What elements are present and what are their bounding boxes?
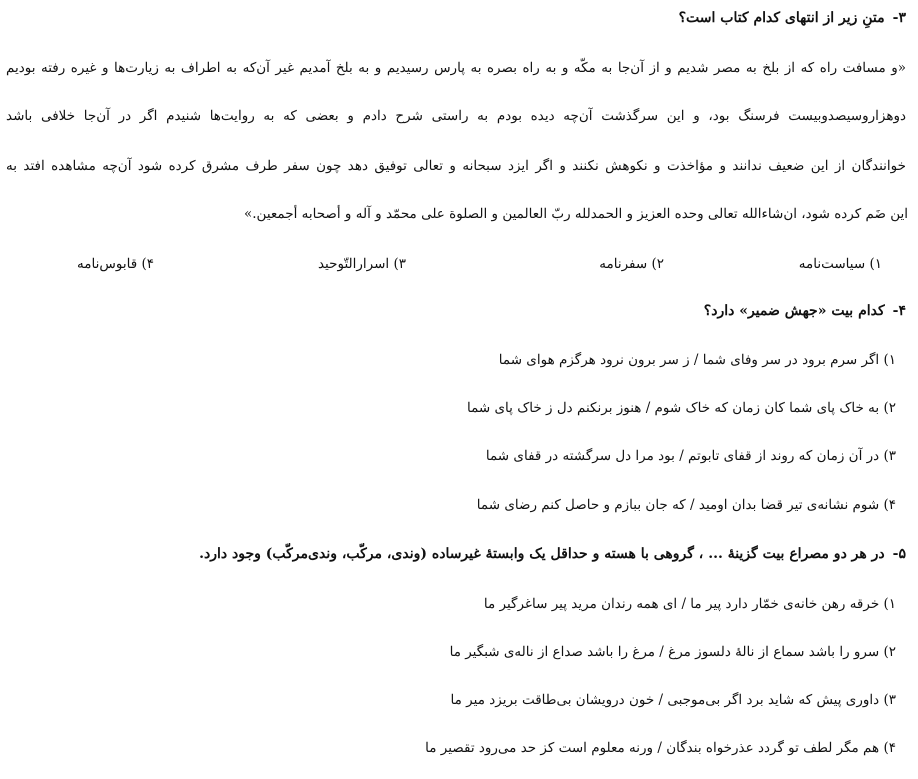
question-4-option-4[interactable]: ۴) شوم نشانه‌ی تیر قضا بدان اومید / که جان ببازم و حاصل کنم رضای شما bbox=[476, 497, 896, 513]
question-3-passage-line-3: خوانندگان از این ضعیف ندانند و مؤاخذت و نکوهش نکنند و اگر ایزد سبحانه و تعالی توفیق دهد چون سفر طرف مشرق کرده شود آن‌چه مشاهده افتد به bbox=[6, 158, 906, 174]
question-4-heading bbox=[704, 301, 906, 321]
question-5-option-4[interactable]: ۴) هم مگر لطف تو گردد عذرخواه بندگان / ورنه معلوم است کز حد می‌رود تقصیر ما bbox=[425, 740, 896, 756]
question-5-heading bbox=[199, 544, 906, 564]
question-3-options bbox=[60, 254, 882, 274]
question-3-option-2[interactable]: ۲) سفرنامه bbox=[599, 256, 664, 272]
question-3-option-1[interactable]: ۱) سیاست‌نامه bbox=[798, 256, 882, 272]
question-4-option-3[interactable]: ۳) در آن زمان که روند از قفای تابوتم / بود مرا دل سرگشته در قفای شما bbox=[485, 448, 896, 464]
question-5-number: ۵- bbox=[892, 546, 906, 562]
question-4-option-1[interactable]: ۱) اگر سرم برود در سر وفای شما / ز سر برون نرود هرگزم هوای شما bbox=[498, 352, 896, 368]
question-3-number: ۳- bbox=[892, 10, 906, 26]
question-3-passage-line-2: دوهزاروسیصدوبیست فرسنگ بود، و این سرگذشت آن‌چه دیده بودم به راستی شرح دادم و بعضی که به روایت‌ها شنیدم اگر در آن‌جا خلافی باشد bbox=[6, 108, 906, 124]
question-3-title: متنِ زیر از انتهای کدام کتاب است؟ bbox=[678, 10, 885, 26]
question-4-option-2[interactable]: ۲) به خاک پای شما کان زمان که خاک شوم / هنوز برنکنم دل ز خاک پای شما bbox=[466, 400, 896, 416]
question-4-title: کدام بیت «جهش ضمیر» دارد؟ bbox=[703, 303, 885, 319]
question-5-option-2[interactable]: ۲) سرو را باشد سماع از نالهٔ دلسوز مرغ / مرغ را باشد صداع از ناله‌ی شبگیر ما bbox=[449, 644, 896, 660]
question-3-option-3[interactable]: ۳) اسرارالتّوحید bbox=[317, 256, 406, 272]
question-5-title: در هر دو مصراع بیت گزینهٔ ... ، گروهی با هسته و حداقل یک وابستهٔ غیرساده (وندی، مرکّب، وندی‌مرکّب) وجود دارد. bbox=[199, 546, 885, 562]
question-3-option-4[interactable]: ۴) قابوس‌نامه bbox=[77, 256, 154, 272]
question-3-passage-line-1: «و مسافت راه که از بلخ به مصر شدیم و از آن‌جا به مکّه و به راه بصره به پارس رسیدیم و به بلخ آمدیم غیر آن‌که به اطراف به زیارت‌ها و غیره رفته بودیم bbox=[6, 60, 906, 76]
question-4-number: ۴- bbox=[892, 303, 906, 319]
question-5-option-3[interactable]: ۳) داوری پیش که شاید برد اگر بی‌موجبی / خون درویشان بی‌طاقت بریزد میر ما bbox=[450, 692, 896, 708]
question-5-option-1[interactable]: ۱) خرقه رهن خانه‌ی خمّار دارد پیر ما / ای همه رندان مرید پیر ساغرگیر ما bbox=[483, 596, 896, 612]
question-3-passage-line-4: این ضَم کرده شود، ان‌شاءالله تعالی وحده العزیز و الحمدلله ربّ العالمین و الصلوة علی محمّد و آله و أصحابه أجمعین.» bbox=[244, 206, 908, 222]
question-3-heading bbox=[679, 8, 906, 28]
